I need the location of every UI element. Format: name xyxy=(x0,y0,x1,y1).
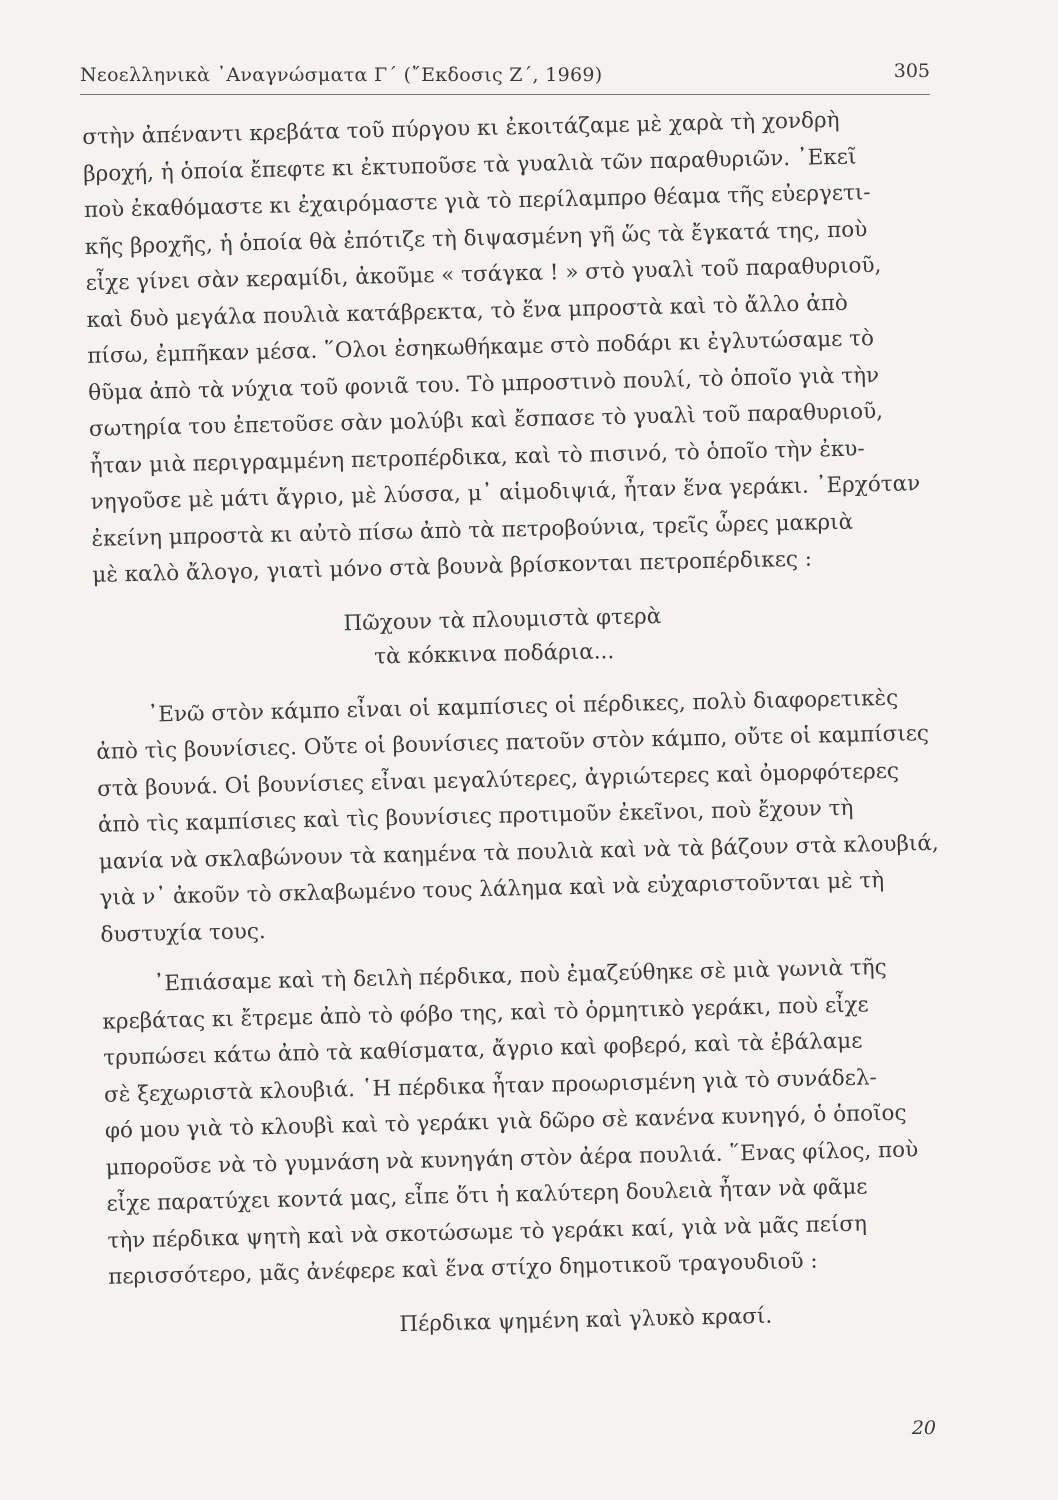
text-line: εἶχε παρατύχει κοντά μας, εἶπε ὅτι ἡ καλύτερη δουλειὰ ἦταν νὰ φᾶμε xyxy=(106,1174,868,1217)
verse-line: Πῶχουν τὰ πλουμιστὰ φτερὰ xyxy=(343,603,662,636)
text-line: στὴν ἀπέναντι κρεβάτα τοῦ πύργου κι ἐκοιτάζαμε μὲ χαρὰ τὴ χονδρὴ xyxy=(82,107,840,150)
text-line: θῦμα ἀπὸ τὰ νύχια τοῦ φονιᾶ του. Τὸ μπροστινὸ πουλί, τὸ ὁποῖο γιὰ τὴν xyxy=(87,362,880,406)
text-line: ᾿Ενῶ στὸν κάμπο εἶναι οἱ καμπίσιες οἱ πέρδικες, πολὺ διαφορετικὲς xyxy=(147,685,899,728)
text-line: νηγοῦσε μὲ μάτι ἄγριο, μὲ λύσσα, μ᾿ αἱμοδιψιά, ἦταν ἕνα γεράκι. ᾿Ερχόταν xyxy=(90,471,921,515)
text-line: ᾿Επιάσαμε καὶ τὴ δειλὴ πέρδικα, ποὺ ἐμαζεύθηκε σὲ μιὰ γωνιὰ τῆς xyxy=(153,954,887,997)
paragraph-3 xyxy=(101,948,958,1296)
text-line: ποὺ ἐκαθόμαστε κι ἐχαιρόμαστε γιὰ τὸ περίλαμπρο θέαμα τῆς εὐεργετι- xyxy=(83,180,871,223)
text-line: περισσότερο, μᾶς ἀνέφερε καὶ ἕνα στίχο δημοτικοῦ τραγουδιοῦ : xyxy=(107,1248,818,1290)
text-line: γιὰ ν᾿ ἀκοῦν τὸ σκλαβωμένο τους λάλημα καὶ νὰ εὐχαριστοῦνται μὲ τὴ xyxy=(99,868,885,911)
text-line: κῆς βροχῆς, ἡ ὁποία θὰ ἐπότιζε τὴ διψασμένη γῆ ὥς τὰ ἔγκατά της, ποὺ xyxy=(84,216,868,260)
verse-line: τὰ κόκκινα ποδάρια... xyxy=(373,638,615,670)
text-line: μποροῦσε νὰ τὸ γυμνάση νὰ κυνηγάη στὸν ἀέρα πουλιά. ῞Ενας φίλος, ποὺ xyxy=(105,1136,919,1181)
text-line: τὴν πέρδικα ψητὴ καὶ νὰ σκοτώσωμε τὸ γεράκι καί, γιὰ νὰ μᾶς πείση xyxy=(107,1210,868,1254)
running-header xyxy=(80,58,930,95)
page-number: 305 xyxy=(893,60,930,82)
text-line: σὲ ξεχωριστὰ κλουβιά. ῾Η πέρδικα ἦταν προωρισμένη γιὰ τὸ συνάδελ- xyxy=(103,1064,878,1108)
text-line: ἀπὸ τὶς βουνίσιες. Οὔτε οἱ βουνίσιες πατοῦν στὸν κάμπο, οὔτε οἱ καμπίσιες xyxy=(96,720,930,765)
text-line: σωτηρία του ἐπετοῦσε σὰν μολύβι καὶ ἔσπασε τὸ γυαλὶ τοῦ παραθυριοῦ, xyxy=(88,398,884,442)
paragraph-2 xyxy=(95,679,951,954)
body-text xyxy=(82,101,960,1343)
header-title: Νεοελληνικὰ ᾿Αναγνώσματα Γ΄ (῎Εκδοσις Ζ΄, 1969) xyxy=(80,64,603,86)
text-line: ἐκείνη μπροστὰ κι αὐτὸ πίσω ἀπὸ τὰ πετροβούνια, τρεῖς ὧρες μακριὰ xyxy=(91,509,854,552)
text-line: πίσω, ἐμπῆκαν μέσα. ῞Ολοι ἐσηκωθήκαμε στὸ ποδάρι κι ἐγλυτώσαμε τὸ xyxy=(87,326,875,369)
text-line: κρεβάτας κι ἔτρεμε ἀπὸ τὸ φόβο της, καὶ τὸ ὁρμητικὸ γεράκι, ποὺ εἶχε xyxy=(102,991,869,1035)
verse-quote-2: Πέρδικα ψημένη καὶ γλυκὸ κρασί. xyxy=(399,1303,773,1337)
text-line: τρυπώσει κάτω ἀπὸ τὰ καθίσματα, ἄγριο καὶ φοβερό, καὶ τὰ ἐβάλαμε xyxy=(103,1028,863,1071)
verse-quote-1 xyxy=(93,593,944,680)
signature-mark: 20 xyxy=(911,1417,936,1439)
text-line: ἦταν μιὰ περιγραμμένη πετροπέρδικα, καὶ τὸ πισινό, τὸ ὁποῖο τὴν ἐκυ- xyxy=(89,435,865,479)
text-line: μὲ καλὸ ἄλογο, γιατὶ μόνο στὰ βουνὰ βρίσκονται πετροπέρδικες : xyxy=(92,546,813,588)
text-line: μανία νὰ σκλαβώνουν τὰ καημένα τὰ πουλιὰ καὶ νὰ τὰ βάζουν στὰ κλουβιά, xyxy=(98,830,939,875)
paragraph-1 xyxy=(82,101,943,595)
text-line: καὶ δυὸ μεγάλα πουλιὰ κατάβρεκτα, τὸ ἕνα μπροστὰ καὶ τὸ ἄλλο ἀπὸ xyxy=(86,290,849,333)
text-line: φό μου γιὰ τὸ κλουβὶ καὶ τὸ γεράκι γιὰ δῶρο σὲ κανένα κυνηγό, ὁ ὁποῖος xyxy=(104,1100,907,1144)
text-line: βροχή, ἡ ὁποία ἔπεφτε κι ἐκτυποῦσε τὰ γυαλιὰ τῶν παραθυριῶν. ᾿Εκεῖ xyxy=(82,143,857,187)
text-line: στὰ βουνά. Οἱ βουνίσιες εἶναι μεγαλύτερες, ἀγριώτερες καὶ ὀμορφότερες xyxy=(96,758,900,802)
text-line: ἀπὸ τὶς καμπίσιες καὶ τὶς βουνίσιες προτιμοῦν ἐκεῖνοι, ποὺ ἔχουν τὴ xyxy=(97,795,854,838)
text-line: εἶχε γίνει σὰν κεραμίδι, ἀκοῦμε « τσάγκα ! » στὸ γυαλὶ τοῦ παραθυριοῦ, xyxy=(85,252,882,296)
text-line: δυστυχία τους. xyxy=(100,918,266,948)
